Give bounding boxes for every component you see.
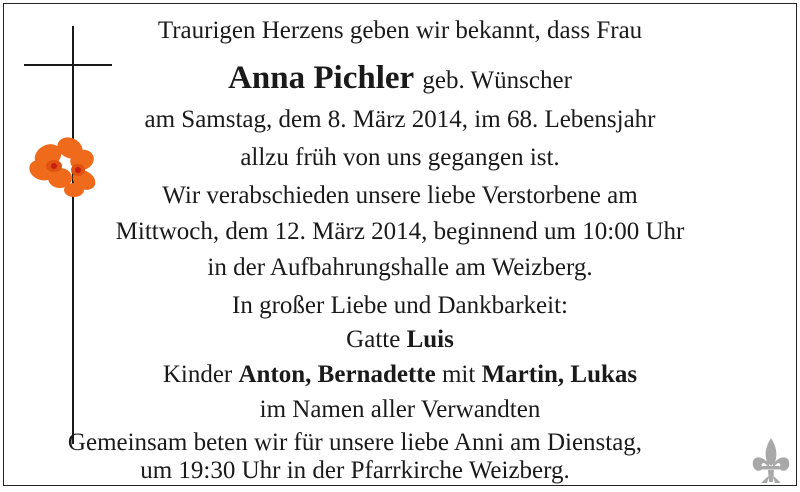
farewell-line-2: Mittwoch, dem 12. März 2014, beginnend um 10:00 Uhr bbox=[115, 218, 685, 245]
birth-name: geb. Wünscher bbox=[422, 67, 572, 94]
spouse-name: Luis bbox=[406, 326, 454, 353]
farewell-line-1: Wir verabschieden unsere liebe Verstorbene am bbox=[162, 182, 638, 209]
fleur-de-lis-icon bbox=[749, 436, 793, 484]
prayer-line-1: Gemeinsam beten wir für unsere liebe Anni am Dienstag, bbox=[67, 429, 643, 456]
children-prefix: Kinder bbox=[162, 361, 233, 388]
mourners-intro: In großer Liebe und Dankbarkeit: bbox=[232, 292, 568, 319]
spouse-line bbox=[4, 325, 796, 355]
farewell-line-3: in der Aufbahrungshalle am Weizberg. bbox=[207, 254, 593, 281]
relatives-text: im Namen aller Verwandten bbox=[259, 396, 541, 423]
children-connector: mit bbox=[441, 361, 476, 388]
prayer-line-2: um 19:30 Uhr in der Pfarrkirche Weizberg. bbox=[140, 457, 570, 484]
spouse-prefix: Gatte bbox=[346, 326, 401, 353]
children-group-1: Anton, Bernadette bbox=[238, 361, 436, 388]
children-group-2: Martin, Lukas bbox=[481, 361, 638, 388]
children-line bbox=[4, 360, 796, 390]
obituary-notice bbox=[3, 3, 797, 486]
deceased-name: Anna Pichler bbox=[228, 60, 415, 96]
announcement-text: Traurigen Herzens geben wir bekannt, dass Frau bbox=[157, 17, 643, 44]
deceased-name-line bbox=[4, 59, 796, 100]
death-closing-text: allzu früh von uns gegangen ist. bbox=[240, 144, 560, 171]
death-date-text: am Samstag, dem 8. März 2014, im 68. Lebensjahr bbox=[144, 106, 656, 133]
